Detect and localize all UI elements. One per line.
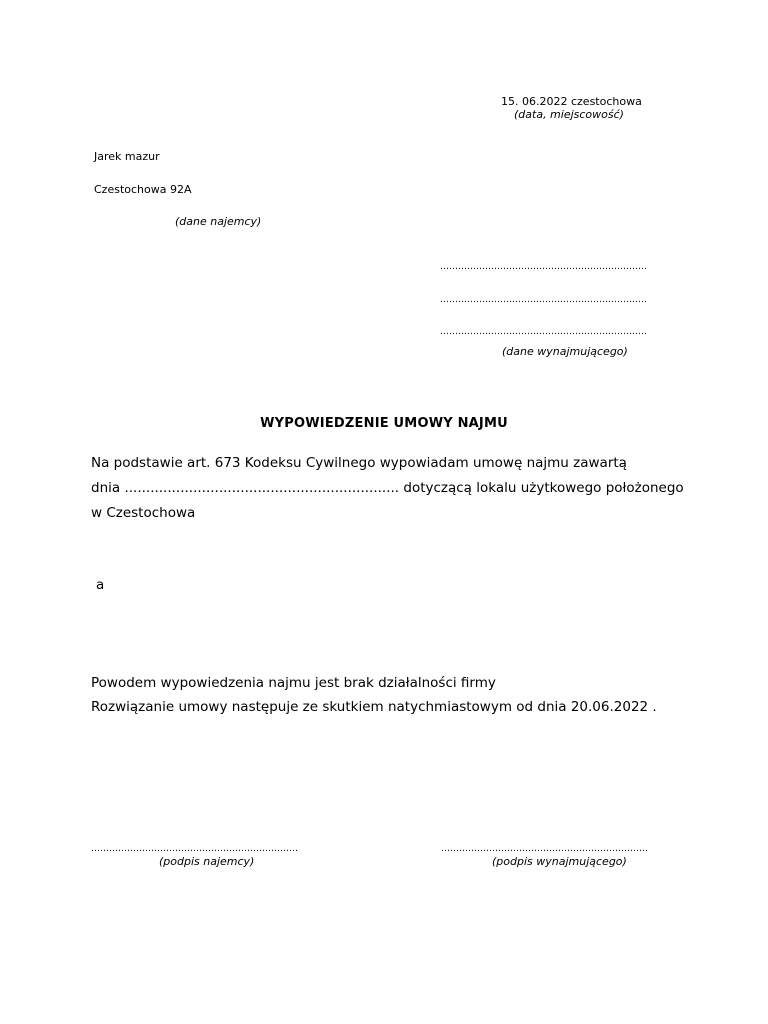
landlord-line-3: ……………………………………………………………	[440, 327, 647, 337]
document-title: WYPOWIEDZENIE UMOWY NAJMU	[260, 416, 508, 431]
tenant-signature-caption: (podpis najemcy)	[159, 855, 255, 868]
body-line-3: w Czestochowa	[91, 505, 196, 521]
termination-line: Rozwiązanie umowy następuje ze skutkiem natychmiastowym od dnia 20.06.2022 .	[91, 699, 657, 715]
landlord-line-1: ……………………………………………………………	[440, 262, 647, 272]
tenant-name: Jarek mazur	[94, 150, 160, 163]
tenant-caption: (dane najemcy)	[175, 215, 262, 228]
tenant-signature-line: ……………………………………………………………	[91, 844, 298, 854]
landlord-caption: (dane wynajmującego)	[502, 345, 628, 358]
date-place: 15. 06.2022 czestochowa	[501, 95, 642, 108]
body-line-2: dnia ................................................................ dotyczącą lokalu użytkowego położonego	[91, 480, 684, 496]
reason-line: Powodem wypowiedzenia najmu jest brak działalności firmy	[91, 675, 496, 691]
landlord-signature-line: ……………………………………………………………	[441, 844, 648, 854]
tenant-address: Czestochowa 92A	[94, 183, 192, 196]
landlord-line-2: ……………………………………………………………	[440, 295, 647, 305]
landlord-signature-caption: (podpis wynajmującego)	[492, 855, 627, 868]
body-line-1: Na podstawie art. 673 Kodeksu Cywilnego wypowiadam umowę najmu zawartą	[91, 455, 627, 471]
date-place-caption: (data, miejscowość)	[514, 108, 624, 121]
body-line-4: a	[96, 577, 105, 593]
